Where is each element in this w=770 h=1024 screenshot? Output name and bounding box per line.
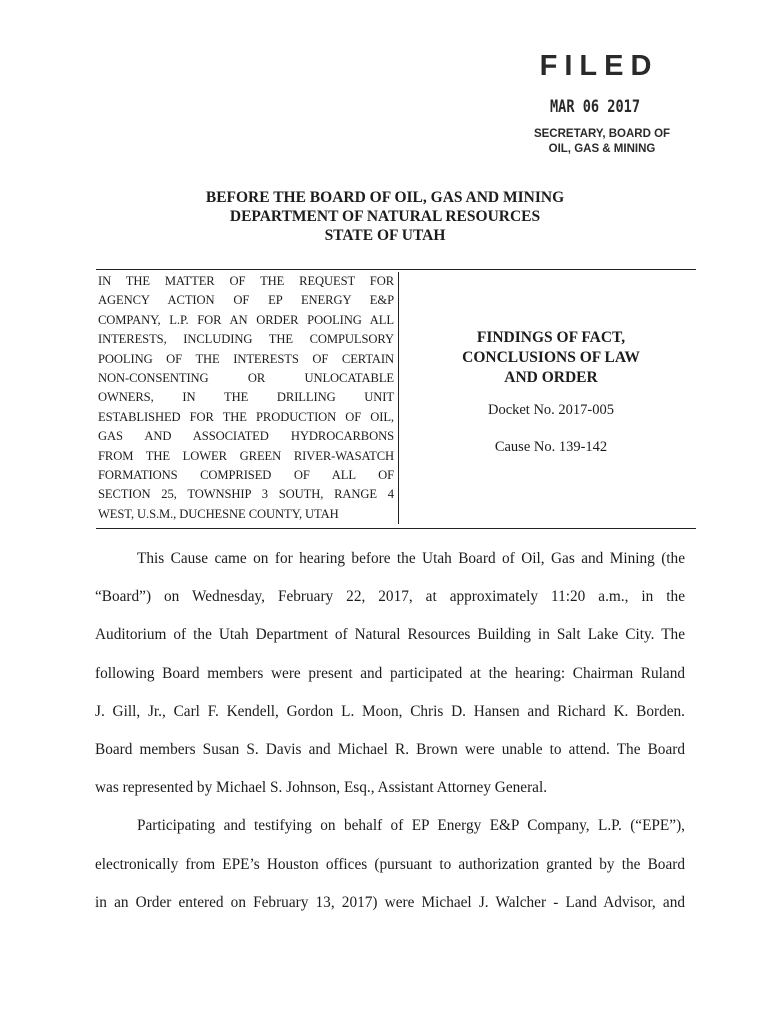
- body-line: following Board members were present and participated at the hearing: Chairman Ruland: [95, 664, 685, 682]
- order-title-line3: AND ORDER: [504, 369, 598, 386]
- paragraph-1: [95, 540, 685, 807]
- caption-title-block: [406, 328, 696, 456]
- filed-stamp: [500, 50, 690, 157]
- order-title: [406, 328, 696, 388]
- body-line: “Board”) on Wednesday, February 22, 2017, at approximately 11:20 a.m., in the: [95, 588, 685, 606]
- matter-line: IN THE MATTER OF THE REQUEST FOR: [98, 274, 394, 288]
- body-text: [95, 540, 685, 922]
- filed-label: FILED: [539, 50, 659, 82]
- document-heading: [0, 188, 770, 245]
- docket-number: Docket No. 2017-005: [487, 402, 615, 418]
- cause-number: Cause No. 139-142: [494, 439, 608, 455]
- matter-line: FORMATIONS COMPRISED OF ALL OF: [98, 468, 394, 483]
- stamp-secretary-line1: SECRETARY, BOARD OF: [533, 128, 671, 140]
- body-line: Participating and testifying on behalf of EP Energy E&P Company, L.P. (“EPE”),: [137, 817, 685, 835]
- order-title-line1: FINDINGS OF FACT,: [476, 329, 626, 346]
- heading-line3: STATE OF UTAH: [324, 227, 446, 244]
- filed-date: MAR 06 2017: [549, 97, 641, 117]
- matter-line: WEST, U.S.M., DUCHESNE COUNTY, UTAH: [98, 506, 339, 521]
- caption-matter: [98, 272, 399, 524]
- heading-line1: BEFORE THE BOARD OF OIL, GAS AND MINING: [205, 189, 565, 206]
- heading-line2: DEPARTMENT OF NATURAL RESOURCES: [229, 208, 541, 225]
- matter-line: POOLING OF THE INTERESTS OF CERTAIN: [98, 351, 394, 366]
- body-line: in an Order entered on February 13, 2017) were Michael J. Walcher - Land Advisor, and: [95, 893, 685, 911]
- body-line: Board members Susan S. Davis and Michael R. Brown were unable to attend. The Board: [95, 741, 685, 759]
- stamp-secretary-line2: OIL, GAS & MINING: [548, 143, 656, 155]
- body-line: was represented by Michael S. Johnson, Esq., Assistant Attorney General.: [95, 779, 548, 797]
- matter-line: COMPANY, L.P. FOR AN ORDER POOLING ALL: [98, 312, 394, 327]
- matter-line: ESTABLISHED FOR THE PRODUCTION OF OIL,: [98, 409, 394, 424]
- matter-line: NON-CONSENTING OR UNLOCATABLE: [98, 371, 394, 386]
- body-line: This Cause came on for hearing before the Utah Board of Oil, Gas and Mining (the: [137, 550, 685, 567]
- body-line: Auditorium of the Utah Department of Natural Resources Building in Salt Lake City. The: [95, 626, 685, 644]
- order-title-line2: CONCLUSIONS OF LAW: [462, 349, 640, 366]
- matter-line: AGENCY ACTION OF EP ENERGY E&P: [98, 293, 394, 308]
- case-caption: [96, 269, 696, 529]
- matter-line: GAS AND ASSOCIATED HYDROCARBONS: [98, 429, 394, 444]
- paragraph-2: [95, 807, 685, 922]
- matter-line: SECTION 25, TOWNSHIP 3 SOUTH, RANGE 4: [98, 487, 394, 502]
- matter-line: INTERESTS, INCLUDING THE COMPULSORY: [98, 332, 394, 347]
- stamp-secretary: [514, 127, 690, 157]
- matter-line: OWNERS, IN THE DRILLING UNIT: [98, 390, 394, 405]
- matter-line: FROM THE LOWER GREEN RIVER-WASATCH: [98, 448, 394, 463]
- body-line: electronically from EPE’s Houston offices (pursuant to authorization granted by the Board: [95, 855, 685, 873]
- body-line: J. Gill, Jr., Carl F. Kendell, Gordon L. Moon, Chris D. Hansen and Richard K. Borden.: [95, 702, 685, 720]
